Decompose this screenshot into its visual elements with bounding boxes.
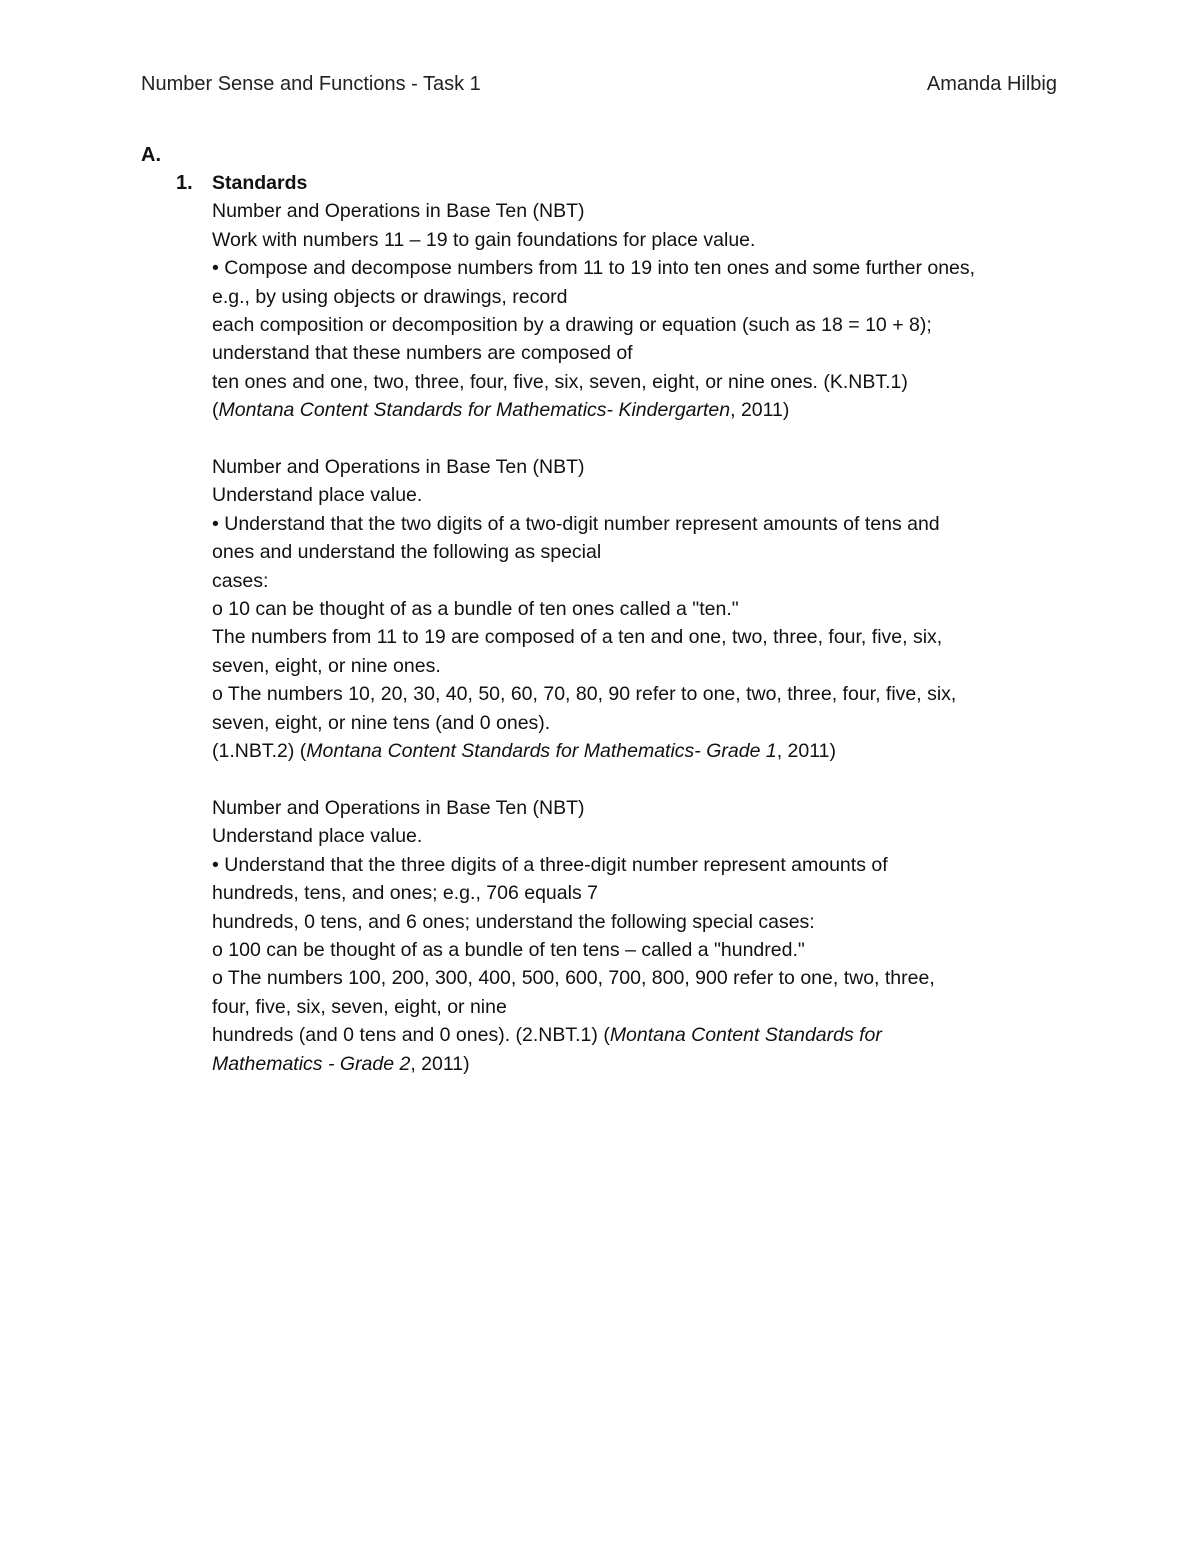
citation-suffix: , 2011) bbox=[776, 740, 836, 763]
standard-line: hundreds, tens, and ones; e.g., 706 equals 7 bbox=[212, 882, 598, 905]
standard-block-grade-2 bbox=[212, 794, 1072, 1078]
standard-line: Number and Operations in Base Ten (NBT) bbox=[212, 456, 585, 479]
standard-line: ones and understand the following as special bbox=[212, 541, 602, 564]
header-author: Amanda Hilbig bbox=[926, 73, 1057, 95]
standard-line: each composition or decomposition by a drawing or equation (such as 18 = 10 + 8); bbox=[212, 314, 932, 337]
standard-line: • Understand that the three digits of a three-digit number represent amounts of bbox=[212, 853, 888, 876]
citation-line bbox=[212, 1021, 1072, 1049]
standard-line: cases: bbox=[212, 569, 269, 592]
standard-line: hundreds, 0 tens, and 6 ones; understand the following special cases: bbox=[212, 910, 815, 933]
standard-line: o 10 can be thought of as a bundle of ten ones called a "ten." bbox=[212, 598, 739, 621]
standard-line: The numbers from 11 to 19 are composed of a ten and one, two, three, four, five, six, bbox=[212, 626, 943, 649]
standard-line: o The numbers 100, 200, 300, 400, 500, 600, 700, 800, 900 refer to one, two, three, bbox=[212, 967, 935, 990]
header-title: Number Sense and Functions - Task 1 bbox=[141, 73, 481, 95]
standard-line: four, five, six, seven, eight, or nine bbox=[212, 995, 507, 1018]
citation-line bbox=[212, 1050, 1072, 1078]
standard-line: seven, eight, or nine ones. bbox=[212, 654, 441, 677]
standard-line: understand that these numbers are composed of bbox=[212, 342, 633, 365]
standard-line: o 100 can be thought of as a bundle of ten tens – called a "hundred." bbox=[212, 938, 805, 961]
standard-line: Understand place value. bbox=[212, 484, 423, 507]
citation-source: Montana Content Standards for Mathematics- Kindergarten bbox=[218, 399, 731, 422]
citation-suffix: , 2011) bbox=[410, 1052, 470, 1075]
standards-content bbox=[212, 169, 1072, 1106]
standard-block-grade-1 bbox=[212, 453, 1072, 765]
citation-suffix: , 2011) bbox=[730, 399, 790, 422]
citation-source: Mathematics - Grade 2 bbox=[212, 1052, 411, 1075]
citation-line bbox=[212, 737, 1072, 765]
standard-line: seven, eight, or nine tens (and 0 ones). bbox=[212, 711, 551, 734]
standard-line: Number and Operations in Base Ten (NBT) bbox=[212, 796, 585, 819]
standard-line: • Understand that the two digits of a two-digit number represent amounts of tens and bbox=[212, 512, 940, 535]
page-header bbox=[141, 70, 1057, 98]
citation-prefix: hundreds (and 0 tens and 0 ones). (2.NBT.1) ( bbox=[212, 1024, 610, 1047]
citation-line bbox=[212, 396, 1072, 424]
standard-line: e.g., by using objects or drawings, record bbox=[212, 285, 568, 308]
citation-prefix: ( bbox=[212, 399, 219, 422]
list-item-number: 1. bbox=[176, 172, 193, 194]
citation-source: Montana Content Standards for bbox=[609, 1024, 882, 1047]
standard-line: • Compose and decompose numbers from 11 to 19 into ten ones and some further ones, bbox=[212, 257, 976, 280]
standards-heading: Standards bbox=[212, 172, 308, 194]
standard-block-kindergarten bbox=[212, 197, 1072, 424]
citation-prefix: (1.NBT.2) ( bbox=[212, 740, 307, 763]
standard-line: Number and Operations in Base Ten (NBT) bbox=[212, 200, 585, 223]
standard-line: ten ones and one, two, three, four, five, six, seven, eight, or nine ones. (K.NBT.1) bbox=[212, 370, 908, 393]
standard-line: o The numbers 10, 20, 30, 40, 50, 60, 70, 80, 90 refer to one, two, three, four, five, six, bbox=[212, 683, 957, 706]
section-letter: A. bbox=[141, 144, 161, 166]
standard-line: Work with numbers 11 – 19 to gain foundations for place value. bbox=[212, 228, 756, 251]
standard-line: Understand place value. bbox=[212, 825, 423, 848]
citation-source: Montana Content Standards for Mathematics- Grade 1 bbox=[306, 740, 777, 763]
